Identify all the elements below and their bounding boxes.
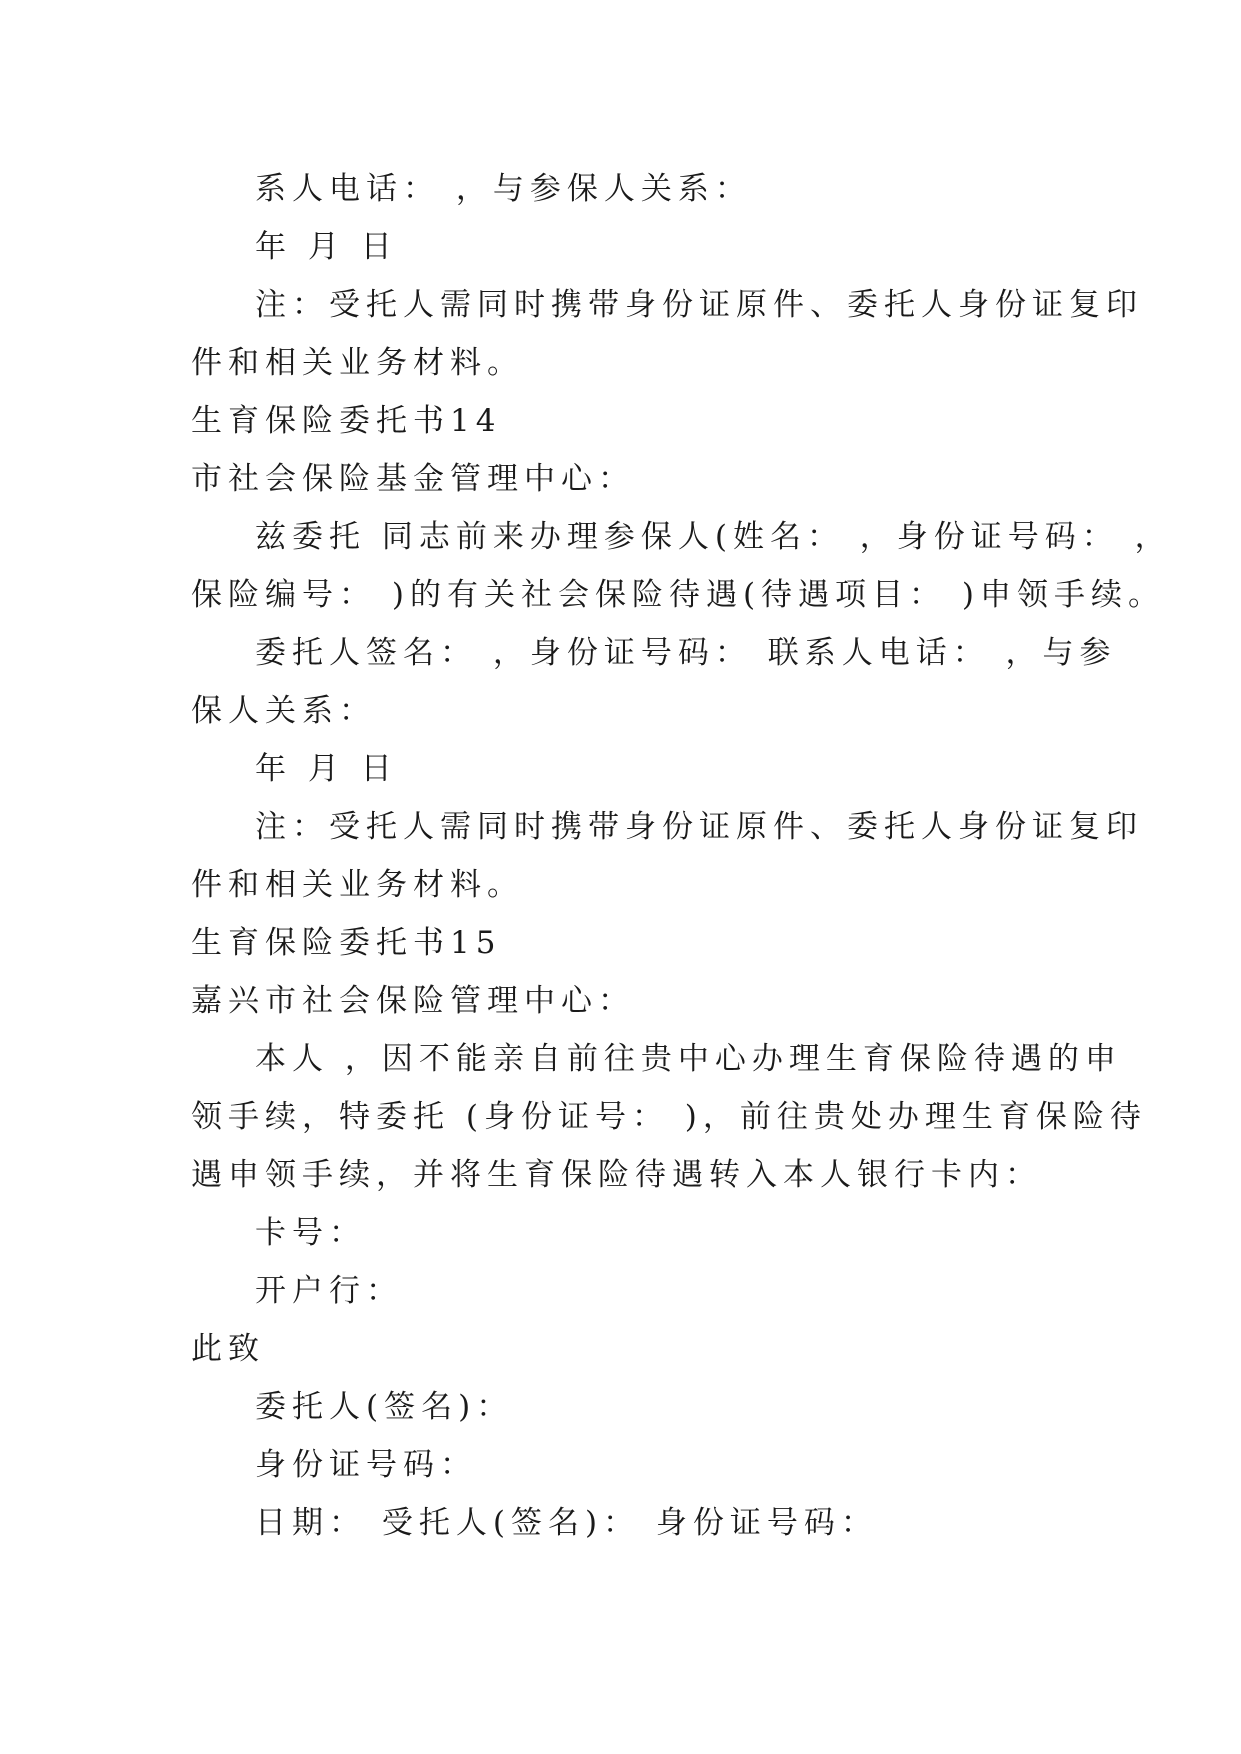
addressee: 嘉兴市社会保险管理中心： xyxy=(191,983,635,1019)
section-heading: 生育保险委托书15 xyxy=(191,925,502,961)
bank-line: 开户行： xyxy=(255,1273,403,1309)
text-line: 注：受托人需同时携带身份证原件、委托人身份证复印 xyxy=(255,287,1143,323)
section-heading: 生育保险委托书14 xyxy=(191,403,502,439)
text-line: 保险编号： )的有关社会保险待遇(待遇项目： )申领手续。 xyxy=(191,577,1165,613)
text-line: 遇申领手续，并将生育保险待遇转入本人银行卡内： xyxy=(191,1157,1042,1193)
text-line: 领手续，特委托 (身份证号： )，前往贵处办理生育保险待 xyxy=(191,1099,1147,1135)
text-line: 件和相关业务材料。 xyxy=(191,345,524,381)
card-number-line: 卡号： xyxy=(255,1215,366,1251)
text-line: 本人 ，因不能亲自前往贵中心办理生育保险待遇的申 xyxy=(255,1041,1122,1077)
text-line: 委托人签名： ，身份证号码： 联系人电话： ，与参 xyxy=(255,635,1117,671)
text-line: 年 月 日 xyxy=(255,229,398,265)
text-line: 兹委托 同志前来办理参保人(姓名： ，身份证号码： ， xyxy=(255,519,1172,555)
text-line: 件和相关业务材料。 xyxy=(191,867,524,903)
addressee: 市社会保险基金管理中心： xyxy=(191,461,635,497)
id-number-line: 身份证号码： xyxy=(255,1447,477,1483)
closing-line: 此致 xyxy=(191,1331,265,1367)
signature-line: 委托人(签名)： xyxy=(255,1389,514,1425)
text-line: 注：受托人需同时携带身份证原件、委托人身份证复印 xyxy=(255,809,1143,845)
date-line: 年 月 日 xyxy=(255,751,398,787)
date-signature-line: 日期： 受托人(签名)： 身份证号码： xyxy=(255,1505,878,1541)
document-body xyxy=(191,160,1172,1552)
text-line: 保人关系： xyxy=(191,693,376,729)
text-line: 系人电话： ，与参保人关系： xyxy=(255,171,752,207)
